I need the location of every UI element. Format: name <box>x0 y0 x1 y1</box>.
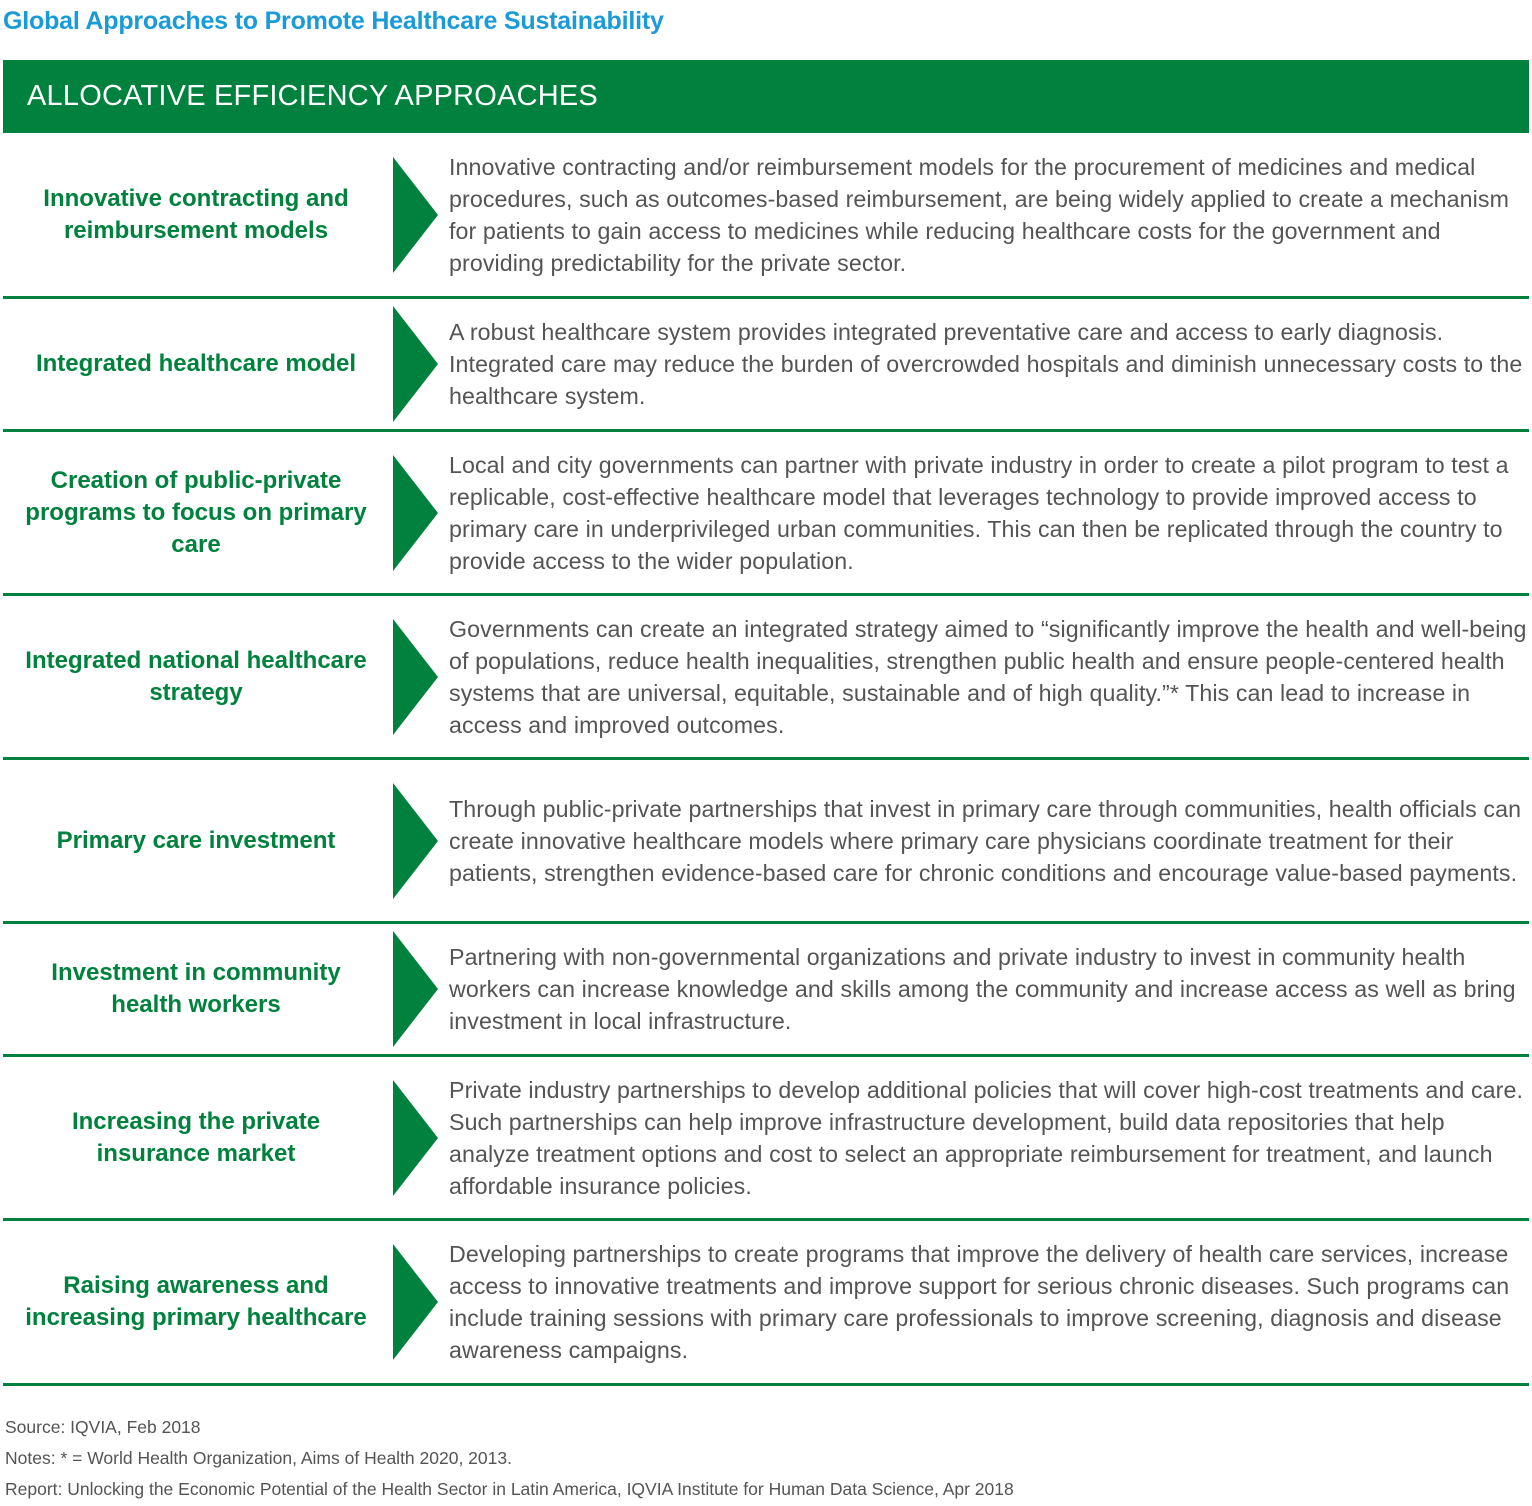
chevron-right-icon <box>393 157 438 273</box>
row-label: Integrated healthcare model <box>35 350 357 377</box>
table-row <box>3 299 1529 432</box>
row-label: Raising awareness and increasing primary healthcare <box>25 1272 367 1331</box>
row-description: Innovative contracting and/or reimbursement models for the procurement of medicines and medical procedures, such as outcomes-based reimbursement, are being widely applied to create a mechanism for patients to gain access to medicines while reducing healthcare costs for the government and providing predictability for the private sector. <box>449 153 1510 276</box>
row-description: A robust healthcare system provides integrated preventative care and access to early diagnosis. Integrated care may reduce the burden of overcrowded hospitals and diminish unnecessary costs to the healthcare system. <box>449 319 1523 409</box>
table-row <box>3 1057 1529 1221</box>
row-label: Primary care investment <box>56 826 336 854</box>
chevron-right-icon <box>393 931 438 1047</box>
row-label: Increasing the private insurance market <box>71 1107 321 1167</box>
row-label: Integrated national healthcare strategy <box>25 646 367 706</box>
row-description: Through public-private partnerships that invest in primary care through communities, health officials can create innovative healthcare models where primary care physicians coordinate treatment for their patients, strengthen evidence-based care for chronic conditions and encourage value-based payments. <box>449 795 1522 886</box>
chevron-right-icon <box>393 1080 438 1196</box>
chevron-right-icon <box>393 455 438 571</box>
chevron-right-icon <box>393 783 438 899</box>
source-note: Source: IQVIA, Feb 2018 <box>5 1417 201 1437</box>
page-title: Global Approaches to Promote Healthcare Sustainability <box>3 7 664 35</box>
report-note: Report: Unlocking the Economic Potential of the Health Sector in Latin America, IQVIA Institute for Human Data Science, Apr 2018 <box>5 1479 1014 1499</box>
row-description: Local and city governments can partner with private industry in order to create a pilot program to test a replicable, cost-effective healthcare model that leverages technology to provide improved access to primary care in underprivileged urban communities. This can then be replicated through the country to provide access to the wider population. <box>449 451 1509 574</box>
section-banner-label: ALLOCATIVE EFFICIENCY APPROACHES <box>27 80 598 112</box>
row-label: Investment in community health workers <box>51 959 341 1018</box>
footer-notes <box>5 1412 1014 1505</box>
chevron-right-icon <box>393 1244 438 1360</box>
table-row <box>3 1221 1529 1386</box>
table-row <box>3 133 1529 299</box>
table-row <box>3 924 1529 1057</box>
table-row <box>3 596 1529 760</box>
approaches-table <box>3 133 1529 1386</box>
row-label: Creation of public-private programs to focus on primary care <box>25 466 367 558</box>
table-row <box>3 432 1529 596</box>
row-label: Innovative contracting and reimbursement models <box>43 184 349 244</box>
chevron-right-icon <box>393 619 438 735</box>
row-description: Private industry partnerships to develop additional policies that will cover high-cost treatments and care. Such partnerships can help improve infrastructure development, build data repositories that help analyze treatment options and cost to select an appropriate reimbursement for treatment, and launch affordable insurance policies. <box>449 1076 1524 1199</box>
section-banner <box>3 60 1529 133</box>
table-row <box>3 760 1529 924</box>
row-description: Partnering with non-governmental organizations and private industry to invest in community health workers can increase knowledge and skills among the community and increase access as well as bring investment in local infrastructure. <box>449 944 1516 1034</box>
notes-note: Notes: * = World Health Organization, Aims of Health 2020, 2013. <box>5 1448 512 1468</box>
row-description: Developing partnerships to create programs that improve the delivery of health care services, increase access to innovative treatments and improve support for serious chronic diseases. Such programs can include training sessions with primary care professionals to improve screening, diagnosis and disease awareness campaigns. <box>449 1241 1510 1363</box>
chevron-right-icon <box>393 306 438 422</box>
row-description: Governments can create an integrated strategy aimed to “significantly improve the health and well-being of populations, reduce health inequalities, strengthen public health and ensure people-centered health systems that are universal, equitable, sustainable and of high quality.”* This can lead to increase in access and improved outcomes. <box>449 615 1527 738</box>
